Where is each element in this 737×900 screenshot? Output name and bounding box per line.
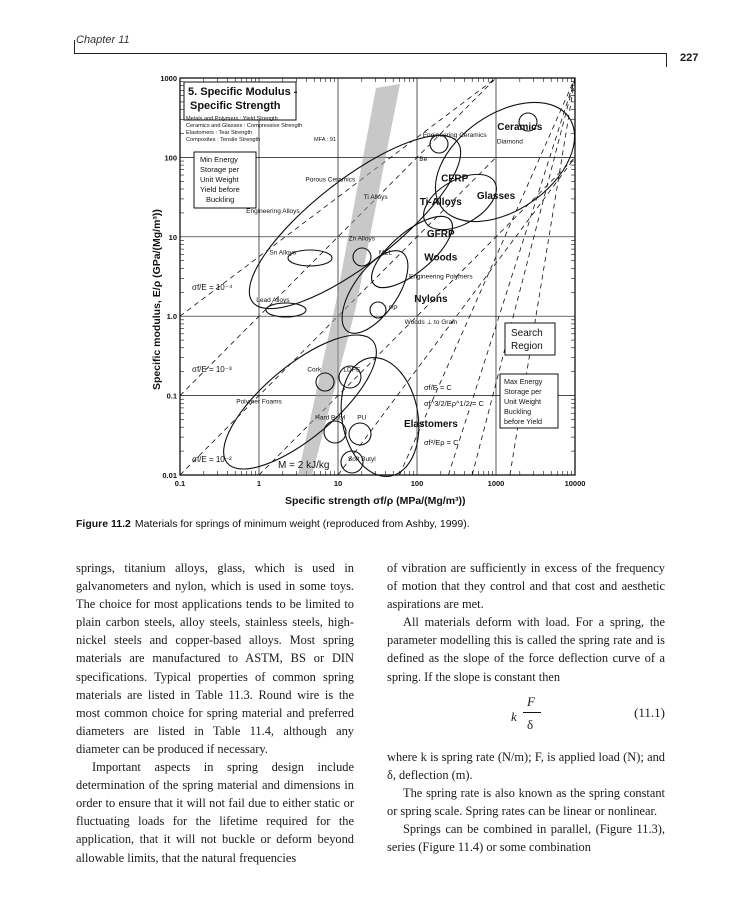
min-energy-line-0: Min Energy (200, 155, 238, 164)
guide-label-e4: σf/E = 10⁻⁴ (192, 283, 233, 292)
material-label-pp: PP (388, 304, 398, 312)
right-column (387, 559, 665, 856)
material-label-glasses: Glasses (476, 190, 516, 202)
legend-line-2: Elastomers : Tear Strength (186, 130, 253, 136)
guide-label-c2: σf^3/2/Eρ^1/2 = C (424, 399, 484, 408)
guide-label-e2: σf/E = 10⁻² (192, 455, 232, 464)
material-label-ldpe: LDPE (343, 366, 361, 374)
bubble-pp (370, 302, 386, 318)
material-label-zn-alloys: Zn Alloys (348, 235, 375, 243)
bubble-lead-alloys (266, 303, 306, 317)
guide-label-c3: σf²/Eρ = C (424, 438, 459, 447)
header-rule-right-tick (666, 53, 667, 67)
x-tick-label-100: 100 (410, 479, 424, 488)
y-tick-label-1.0: 1.0 (166, 312, 177, 322)
left-column (76, 559, 354, 867)
max-energy-line-2: Unit Weight (504, 397, 542, 406)
y-tick-label-0.1: 0.1 (166, 391, 177, 401)
header-rule-left-tick (74, 40, 75, 54)
material-label-porous-ceramics: Porous Ceramics (305, 176, 356, 184)
equation-11-1 (387, 688, 665, 746)
material-label-diamond: Diamond (496, 138, 523, 146)
equation-numerator: F (527, 693, 535, 709)
mfa-label: MFA : 91 (314, 137, 337, 143)
left-paragraph-2: Important aspects in spring design include determination of the spring material and dimensions in order to ensure that it will not fail due to either static or fluctuating loads for the lifetime required for the application, that it will not buckle or deform beyond allowable limits, that the natural frequencies (76, 760, 354, 865)
material-label-woods: Woods (424, 252, 458, 264)
equation-k: k (511, 708, 517, 724)
max-energy-line-4: before Yield (504, 417, 542, 426)
material-label-nylons: Nylons (414, 294, 448, 306)
running-head: Chapter 11 (76, 34, 130, 46)
material-label-pu: PU (357, 414, 367, 422)
x-axis-label: Specific strength σf/ρ (MPa/(Mg/m³)) (285, 495, 466, 507)
search-region-line-1: Region (511, 341, 543, 352)
x-tick-label-0.1: 0.1 (174, 479, 186, 488)
y-axis-label: Specific modulus, E/ρ (GPa/(Mg/m³)) (151, 209, 163, 390)
chart-title-line1: 5. Specific Modulus - (188, 86, 298, 98)
equation-fraction-bar (523, 712, 541, 713)
chart-title-line2: Specific Strength (190, 100, 281, 112)
max-energy-line-1: Storage per (504, 387, 542, 396)
y-tick-label-100: 100 (164, 153, 177, 163)
material-label-hard-butyl: Hard Butyl (315, 414, 346, 422)
header-rule (74, 53, 667, 54)
material-label-engineering-polymers: Engineering Polymers (408, 273, 473, 281)
y-tick-label-0.01: 0.01 (162, 471, 177, 480)
right-paragraph-5: Springs can be combined in parallel, (Figure 11.3), series (Figure 11.4) or some combination (387, 822, 665, 855)
y-tick-label-10: 10 (168, 232, 177, 242)
x-tick-label-10000: 10000 (564, 479, 586, 488)
equation-denominator: δ (527, 716, 534, 732)
legend-line-1: Ceramics and Glasses : Compressive Strength (186, 123, 303, 129)
legend-line-3: Composites : Tensile Strength (186, 137, 261, 143)
y-tick-label-1000: 1000 (160, 74, 177, 83)
right-paragraph-3: where k is spring rate (N/m); F, is applied load (N); and δ, deflection (m). (387, 749, 665, 782)
min-energy-line-4: Buckling (206, 195, 235, 204)
material-envelopes (204, 78, 590, 491)
material-label-engineering-alloys: Engineering Alloys (246, 207, 300, 215)
page-number: 227 (680, 52, 699, 64)
material-label-cfrp: CFRP (441, 173, 469, 185)
bubble-hard-butyl (324, 421, 346, 443)
figure-caption (76, 518, 676, 530)
material-label-sn-alloys: Sn Alloys (269, 249, 297, 257)
material-label-elastomers: Elastomers (403, 419, 458, 431)
material-label-polymer-foams: Polymer Foams (236, 398, 282, 406)
min-energy-line-3: Yield before (200, 185, 240, 194)
material-label-engineering-ceramics: Engineering Ceramics (422, 132, 487, 140)
ashby-chart (150, 72, 590, 512)
equation-number: (11.1) (634, 704, 665, 720)
right-paragraph-4: The spring rate is also known as the spring constant or spring scale. Spring rates can be linear or nonlinear. (387, 785, 665, 818)
guide-label-c1: σf/E = C (424, 383, 452, 392)
min-energy-line-2: Unit Weight (200, 175, 239, 184)
right-paragraph-2: All materials deform with load. For a spring, the parameter modelling this is called the spring rate and is defined as the slope of the force deflection curve of a spring. If the slope is constant then (387, 615, 665, 684)
figure-caption-label: Figure 11.2 (76, 518, 131, 530)
right-paragraph-1: of vibration are sufficiently in excess of the frequency of motion that they control and that cost and aesthetic aspirations are met. (387, 561, 665, 612)
guide-label-e3: σf/E = 10⁻³ (192, 365, 232, 374)
material-label-ceramics: Ceramics (497, 122, 543, 134)
material-label-be: Be (419, 156, 428, 164)
x-tick-label-1000: 1000 (487, 479, 505, 488)
x-tick-label-10: 10 (333, 479, 343, 488)
max-energy-line-0: Max Energy (504, 377, 543, 386)
material-label-gfrp: GFRP (426, 228, 455, 240)
bubble-pu (349, 423, 371, 445)
guide-label-m: M = 2 kJ/kg (278, 460, 330, 471)
search-region-line-0: Search (511, 328, 543, 339)
material-label-cork: Cork (307, 366, 322, 374)
material-label-lead-alloys: Lead Alloys (256, 297, 290, 305)
material-label-soft-butyl: Soft Butyl (347, 456, 376, 464)
max-energy-line-3: Buckling (504, 407, 532, 416)
x-tick-label-1: 1 (256, 479, 262, 488)
material-label-woods-to-grain: Woods ⊥ to Grain (404, 318, 458, 326)
min-energy-line-1: Storage per (200, 165, 240, 174)
figure-caption-text: Materials for springs of minimum weight (reproduced from Ashby, 1999). (134, 518, 470, 530)
material-label-ti-alloys: Ti Alloys (363, 193, 388, 201)
material-label-ti-alloys: Ti-Alloys (419, 197, 462, 209)
material-label-mel: MEL (378, 249, 393, 257)
legend-line-0: Metals and Polymers : Yield Strength (186, 116, 278, 122)
left-paragraph-1: springs, titanium alloys, glass, which is used in galvanometers and nylon, which is used in some toys. The choice for most applications tends to be limited to plain carbon steels, alloy steels, stainless steels, high-nickel steels and copper-based alloys. Most spring materials are manufactured to ASTM, BS or DIN specifications. Typical properties of common spring materials are listed in Table 11.3. Round wire is the most common choice for spring material and preferred diameters are listed in Table 11.4, although any diameter can be produced if necessary. (76, 561, 354, 756)
